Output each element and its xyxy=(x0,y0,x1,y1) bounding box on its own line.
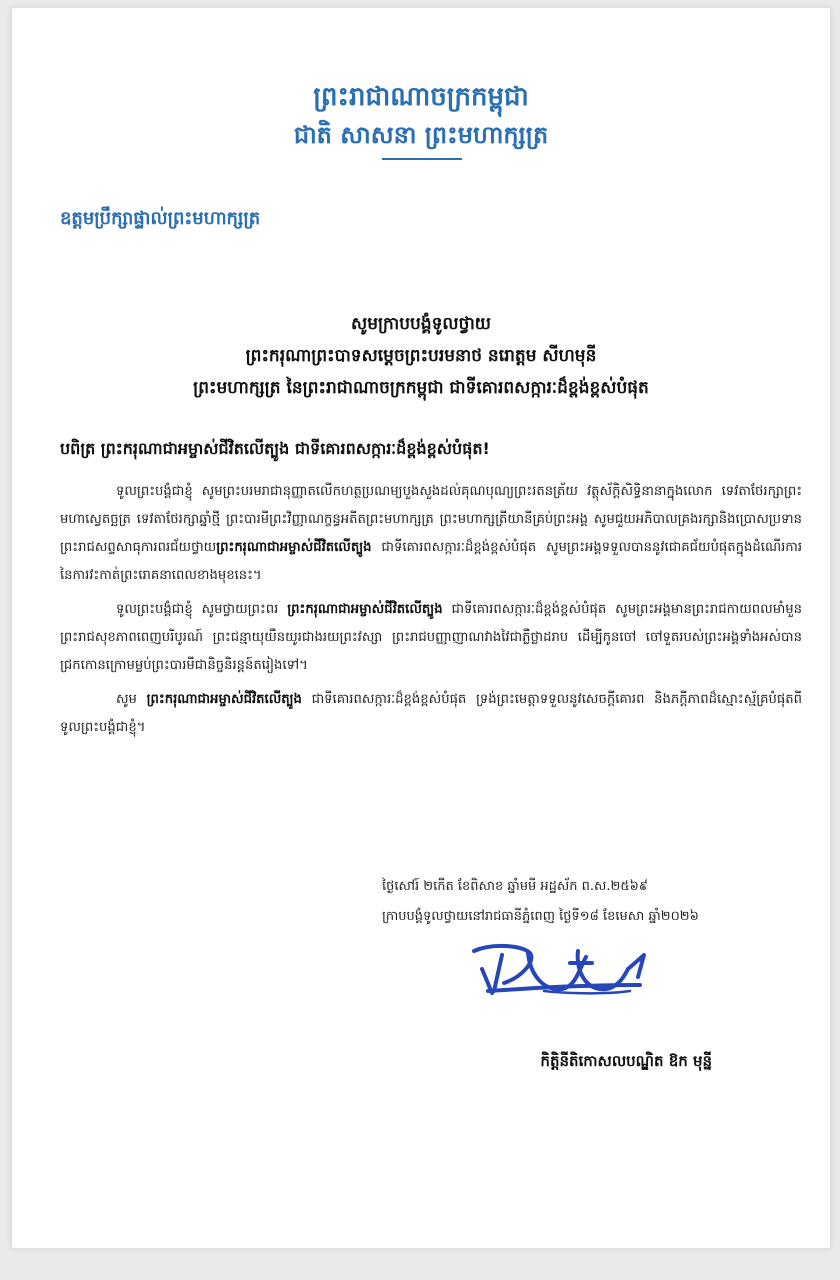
office-name: ឧត្តមប្រឹក្សាផ្ទាល់ព្រះមហាក្សត្រ xyxy=(60,208,261,229)
letter-page xyxy=(12,8,830,1248)
dateline xyxy=(382,872,802,932)
paragraph-2 xyxy=(60,596,802,680)
national-motto: ជាតិ សាសនា ព្រះមហាក្សត្រ xyxy=(293,121,549,149)
handwritten-signature xyxy=(452,933,672,1023)
salutation-line-2: ព្រះករុណាព្រះបាទសម្តេចព្រះបរមនាថ នរោត្តម សីហមុនី xyxy=(245,346,597,366)
paragraph-3 xyxy=(60,686,802,742)
paragraph-3-text-b: ជាទីគោរពសក្ការៈដ៏ខ្ពង់ខ្ពស់បំផុត ទ្រង់ព្រះមេត្តាទទួលនូវសេចក្តីគោរព និងភក្តីភាពដ៏ស្មោះស្ម័គ្របំផុតពីទូលព្រះបង្គំជាខ្ញុំ។ xyxy=(60,692,803,735)
paragraph-1-bold: ព្រះករុណាជាអម្ចាស់ជីវិតលើត្បូង xyxy=(216,540,372,555)
paragraph-2-text-b: ជាទីគោរពសក្ការៈដ៏ខ្ពង់ខ្ពស់បំផុត សូមព្រះអង្គមានព្រះរាជកាយពលមាំមួន ព្រះរាជសុខភាពពេញបរិបូរណ៍ ព្រះជន្មាយុយឺនយូរជាងរយព្រះវស្សា ព្រះរាជបញ្ញាញាណវាងវៃជាភ្លឺថ្លាដរាប ដើម្បីកូនចៅ ចៅទួតរបស់ព្រះអង្គទាំងអស់បានជ្រកកោនក្រោមម្លប់ព្រះបារមីជានិច្ចនិរន្តន៍តរៀងទៅ។ xyxy=(60,602,802,673)
paragraph-2-bold: ព្រះករុណាជាអម្ចាស់ជីវិតលើត្បូង xyxy=(287,602,443,617)
paragraph-2-text-a: ទូលព្រះបង្គំជាខ្ញុំ សូមថ្វាយព្រះពរ xyxy=(116,602,288,617)
paragraph-3-bold: ព្រះករុណាជាអម្ចាស់ជីវិតលើត្បូង xyxy=(146,692,302,707)
kingdom-title: ព្រះរាជាណាចក្រកម្ពុជា xyxy=(313,82,529,112)
motto-divider xyxy=(382,158,462,160)
lunar-date: ថ្ងៃសៅរ៍ ២កើត ខែពិសាខ ឆ្នាំមមី អដ្ឋស័ក ព.ស.២៥៦៩ xyxy=(382,879,649,894)
paragraph-3-text-a: សូម xyxy=(116,692,147,707)
paragraph-1 xyxy=(60,478,802,590)
salutation-line-3: ព្រះមហាក្សត្រ នៃព្រះរាជាណាចក្រកម្ពុជា ជាទីគោរពសក្ការៈដ៏ខ្ពង់ខ្ពស់បំផុត xyxy=(193,378,649,398)
signer-name: កិត្តិនីតិកោសលបណ្ឌិត ឱក មុន្នី xyxy=(540,1052,712,1070)
salutation-line-1: សូមក្រាបបង្គំទូលថ្វាយ xyxy=(351,314,491,334)
opening-address: បពិត្រ ព្រះករុណាជាអម្ចាស់ជីវិតលើត្បូង ជាទីគោរពសក្ការៈដ៏ខ្ពង់ខ្ពស់បំផុត! xyxy=(60,439,490,458)
paragraph-1-text-b: ជាទីគោរពសក្ការៈដ៏ខ្ពង់ខ្ពស់បំផុត សូមព្រះអង្គទទួលបាននូវជោគជ័យបំផុតក្នុងដំណើរការនៃការវះកាត់ព្រះរោគនាពេលខាងមុខនេះ។ xyxy=(60,540,802,583)
place-and-date: ក្រាបបង្គំទូលថ្វាយនៅរាជធានីភ្នំពេញ ថ្ងៃទី១៨ ខែមេសា ឆ្នាំ២០២៦ xyxy=(382,909,699,924)
paragraph-1-text-a: ទូលព្រះបង្គំជាខ្ញុំ សូមព្រះបរមរាជានុញ្ញាតលើកហត្ថប្រណម្យបួងសួងដល់គុណបុណ្យព្រះរតនត្រ័យ វត្ថុស័ក្តិសិទ្ធិនានាក្នុងលោក ទេវតាថែរក្សាព្រះមហាស្វេតច្ឆត្រ ទេវតាថែរក្សាឆ្នាំថ្មី ព្រះបារមីព្រះវិញ្ញាណក្ខន្ធអតីតព្រះមហាក្សត្រ ព្រះមហាក្សត្រីយានីគ្រប់ព្រះអង្គ សូមជួយអភិបាលគ្រងរក្សានិងប្រោសប្រទានព្រះរាជសព្ទសាធុការពរជ័យថ្វាយ xyxy=(60,484,802,555)
salutation-block xyxy=(12,308,830,404)
letter-body xyxy=(60,478,802,748)
